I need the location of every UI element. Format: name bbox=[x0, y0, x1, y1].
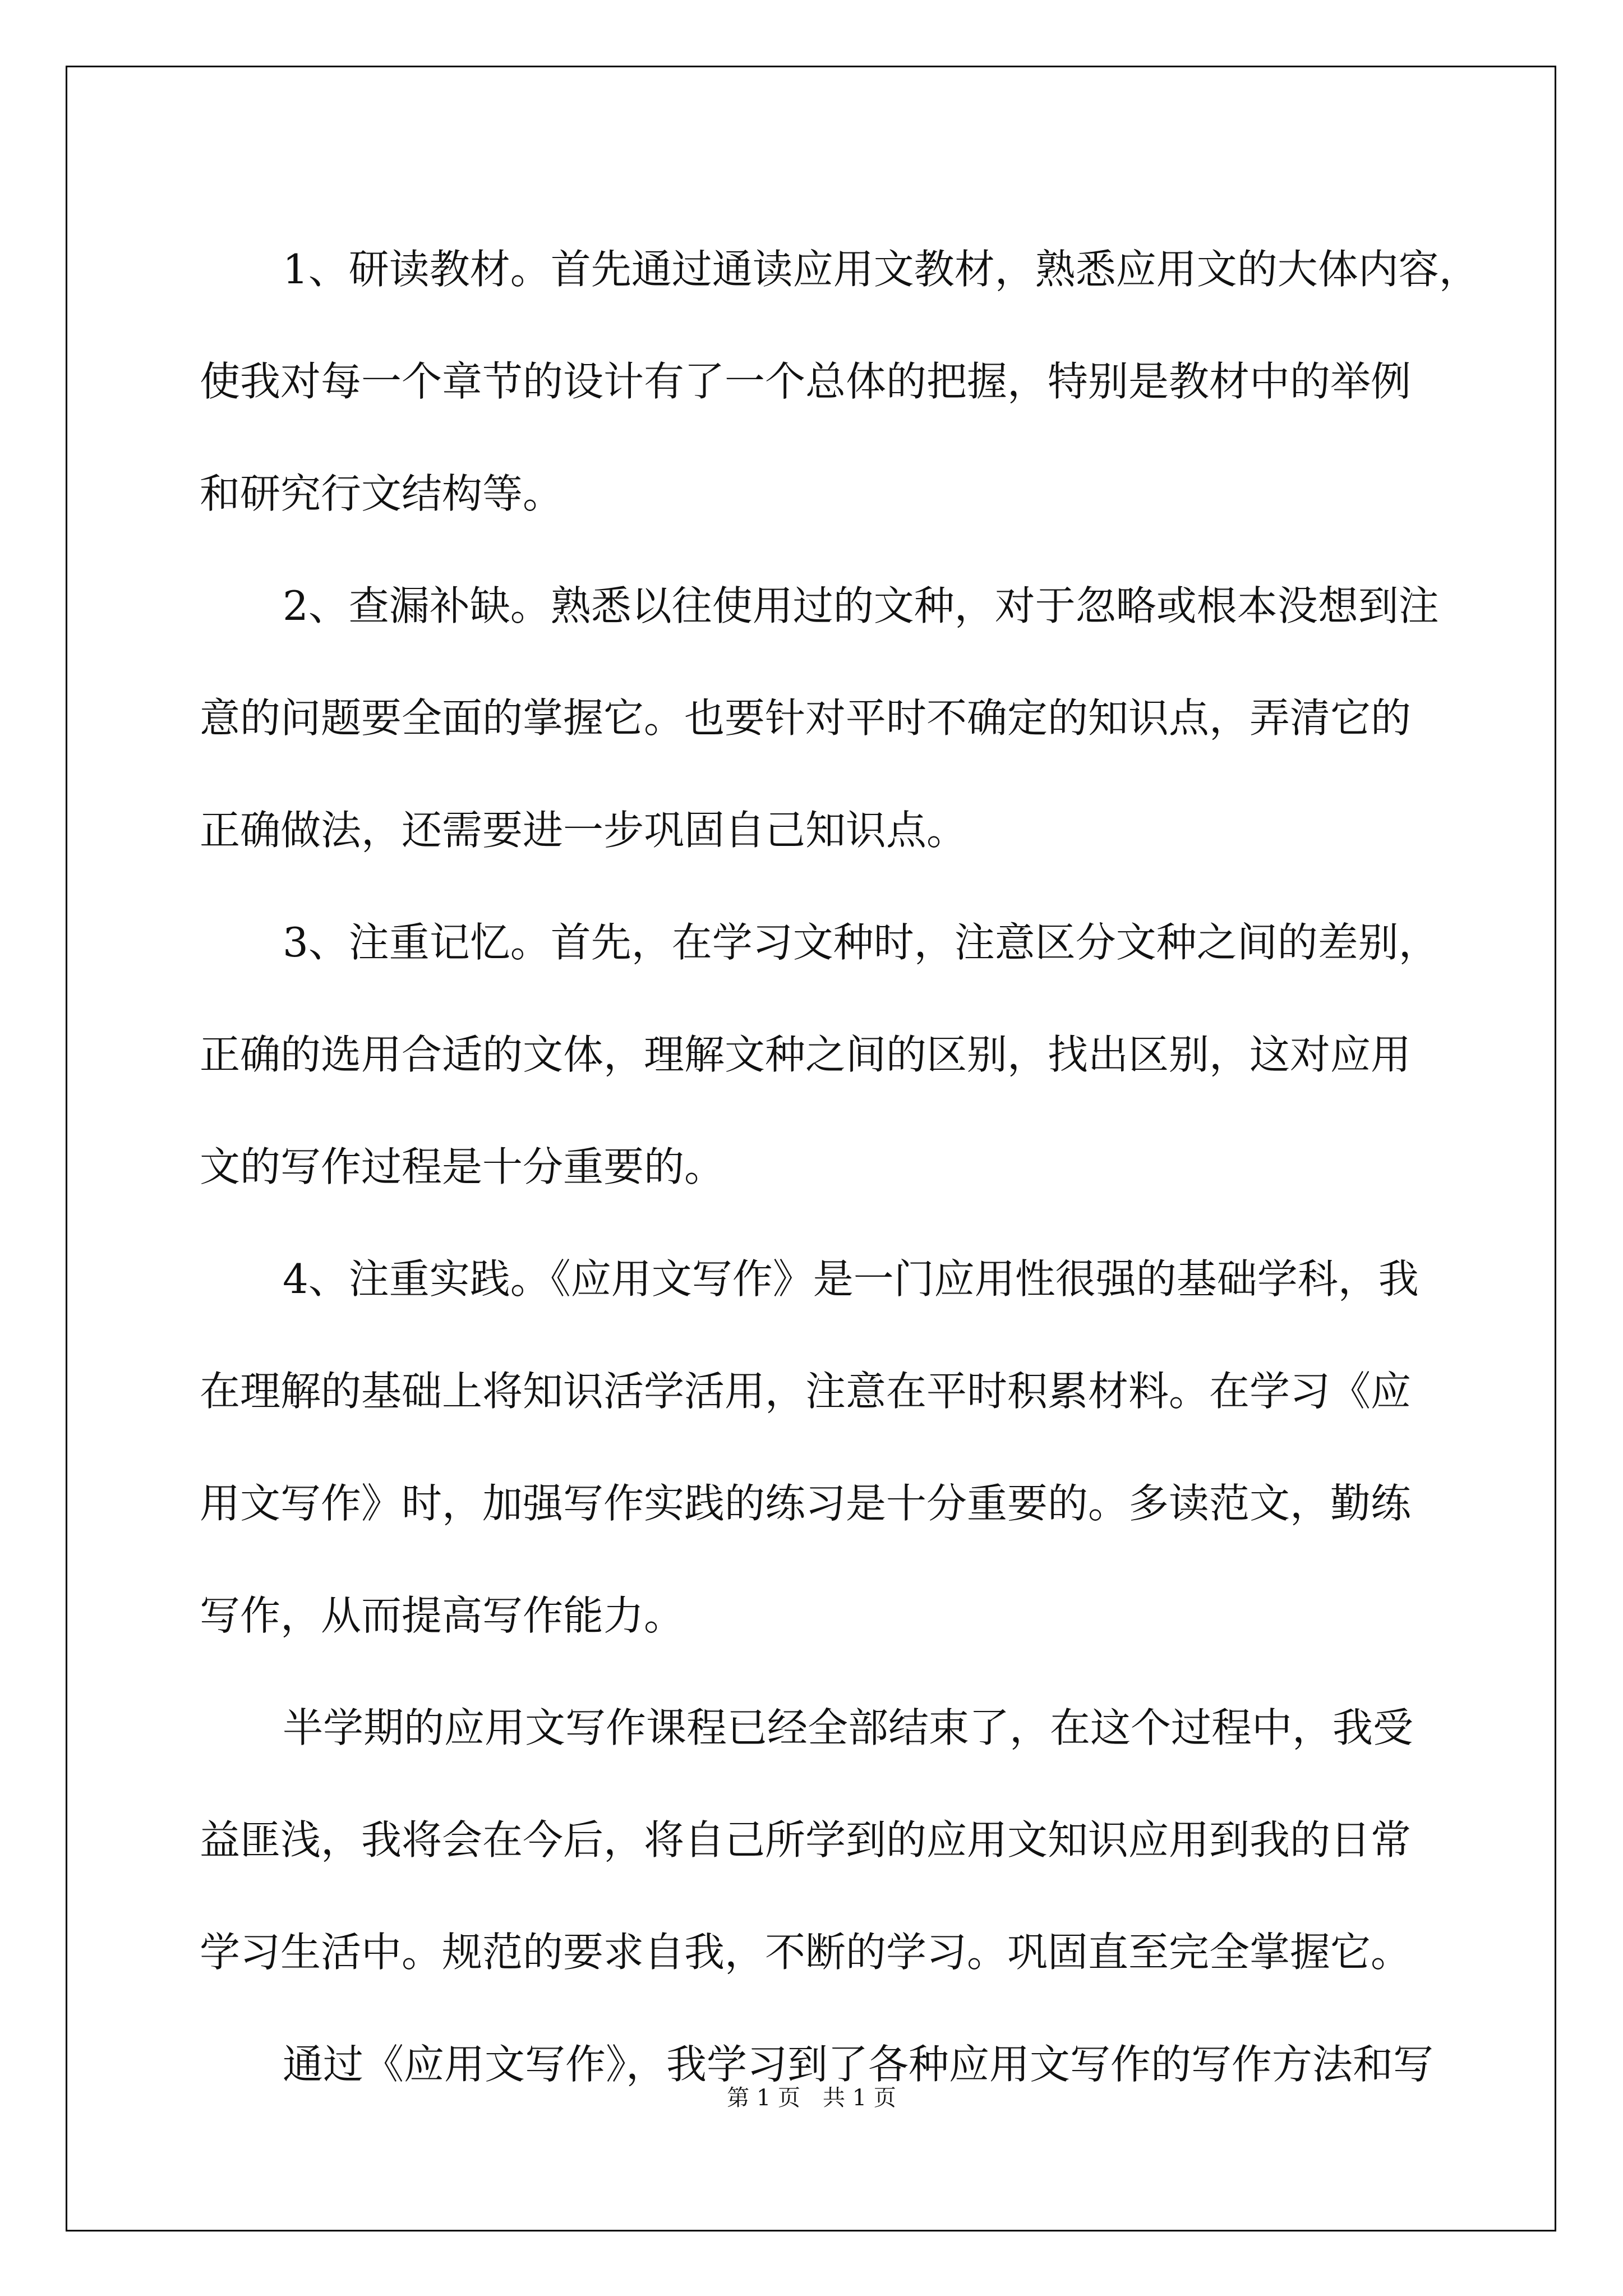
text-line: 用文写作》时，加强写作实践的练习是十分重要的。多读范文，勤练 bbox=[200, 1480, 1412, 1527]
document-body bbox=[200, 213, 1479, 2120]
text-line: 学习生活中。规范的要求自我，不断的学习。巩固直至完全掌握它。 bbox=[200, 1929, 1412, 1976]
text-line: 通过《应用文写作》，我学习到了各种应用文写作的写作方法和写 bbox=[283, 2041, 1434, 2088]
text-line: 正确的选用合适的文体，理解文种之间的区别，找出区别，这对应用 bbox=[200, 1031, 1412, 1078]
text-line: 3、注重记忆。首先，在学习文种时，注意区分文种之间的差别， bbox=[283, 919, 1439, 966]
text-line: 正确做法，还需要进一步巩固自己知识点。 bbox=[200, 807, 967, 854]
text-line: 和研究行文结构等。 bbox=[200, 470, 564, 517]
text-line: 2、查漏补缺。熟悉以往使用过的文种，对于忽略或根本没想到注 bbox=[283, 582, 1439, 629]
text-line: 文的写作过程是十分重要的。 bbox=[200, 1143, 725, 1190]
text-line: 1、研读教材。首先通过通读应用文教材，熟悉应用文的大体内容， bbox=[283, 246, 1479, 293]
text-line: 意的问题要全面的掌握它。也要针对平时不确定的知识点，弄清它的 bbox=[200, 694, 1412, 742]
text-line: 使我对每一个章节的设计有了一个总体的把握，特别是教材中的举例 bbox=[200, 358, 1412, 405]
text-line: 半学期的应用文写作课程已经全部结束了，在这个过程中，我受 bbox=[283, 1704, 1414, 1751]
text-line: 在理解的基础上将知识活学活用，注意在平时积累材料。在学习《应 bbox=[200, 1368, 1412, 1415]
text-line: 益匪浅，我将会在今后，将自己所学到的应用文知识应用到我的日常 bbox=[200, 1816, 1412, 1864]
page-number: 第 1 页 共 1 页 bbox=[727, 2085, 896, 2111]
text-line: 写作，从而提高写作能力。 bbox=[200, 1592, 685, 1639]
text-line: 4、注重实践。《应用文写作》是一门应用性很强的基础学科，我 bbox=[283, 1255, 1419, 1303]
